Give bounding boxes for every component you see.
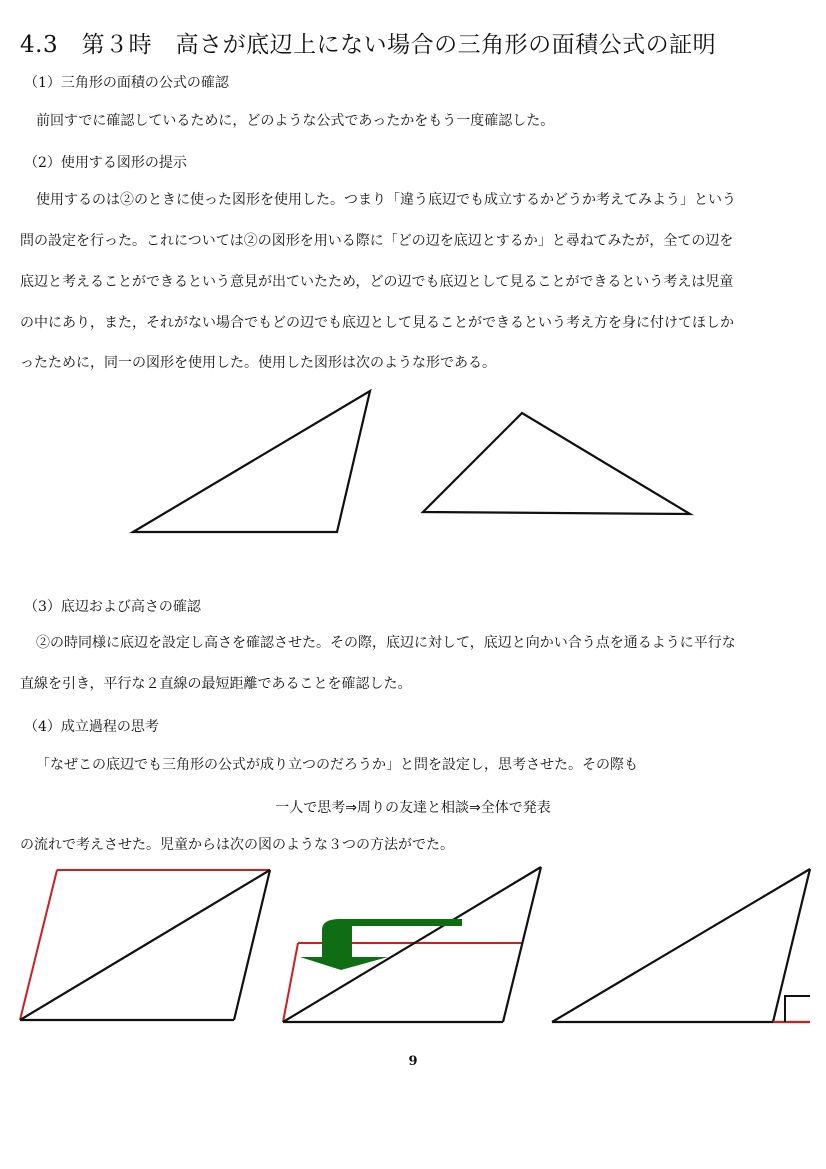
page-number: 9 (408, 1054, 418, 1069)
subsection-3-heading: （3）底辺および高さの確認 (24, 599, 201, 615)
subsection-4-heading: （4）成立過程の思考 (24, 719, 159, 735)
subsection-2-heading: （2）使用する図形の提示 (24, 155, 187, 171)
subsection-2-line-1: 使用するのは②のときに使った図形を使用した。つまり「違う底辺でも成立するかどうか考えてみよう」という (36, 192, 736, 208)
subsection-4-after: の流れで考えさせた。児童からは次の図のような３つの方法がでた。 (20, 837, 454, 853)
subsection-1-text: 前回すでに確認しているために，どのような公式であったかをもう一度確認した。 (36, 113, 555, 129)
subsection-2-line-2: 問の設定を行った。これについては②の図形を用いる際に「どの辺を底辺とするか」と尋ねてみたが，全ての辺を (20, 233, 734, 249)
flow-process: 一人で思考⇒周りの友達と相談⇒全体で発表 (275, 800, 551, 816)
section-title: 4.3 第３時 高さが底辺上にない場合の三角形の面積公式の証明 (20, 32, 717, 58)
subsection-3-line-1: ②の時同様に底辺を設定し高さを確認させた。その際，底辺に対して，底辺と向かい合う点を通るように平行な (36, 635, 736, 651)
method-1-figure (20, 870, 270, 1020)
triangle-right (423, 413, 690, 514)
subsection-3-line-2: 直線を引き，平行な２直線の最短距離であることを確認した。 (20, 676, 412, 692)
right-angle-mark (785, 996, 810, 1022)
subsection-4-line-1: 「なぜこの底辺でも三角形の公式が成り立つのだろうか」と問を設定し，思考させた。その際も (36, 757, 638, 773)
subsection-2-line-3: 底辺と考えることができるという意見が出ていたため，どの辺でも底辺として見ることができるという考えは児童 (20, 274, 734, 290)
subsection-1-heading: （1）三角形の面積の公式の確認 (24, 75, 229, 91)
subsection-2-line-5: ったために，同一の図形を使用した。使用した図形は次のような形である。 (20, 355, 496, 371)
triangle-left (133, 391, 370, 532)
subsection-2-line-4: の中にあり，また，それがない場合でもどの辺でも底辺として見ることができるという考え方を身に付けてほしか (20, 315, 734, 331)
method-3-figure (552, 869, 810, 1022)
method-2-figure (283, 867, 541, 1022)
